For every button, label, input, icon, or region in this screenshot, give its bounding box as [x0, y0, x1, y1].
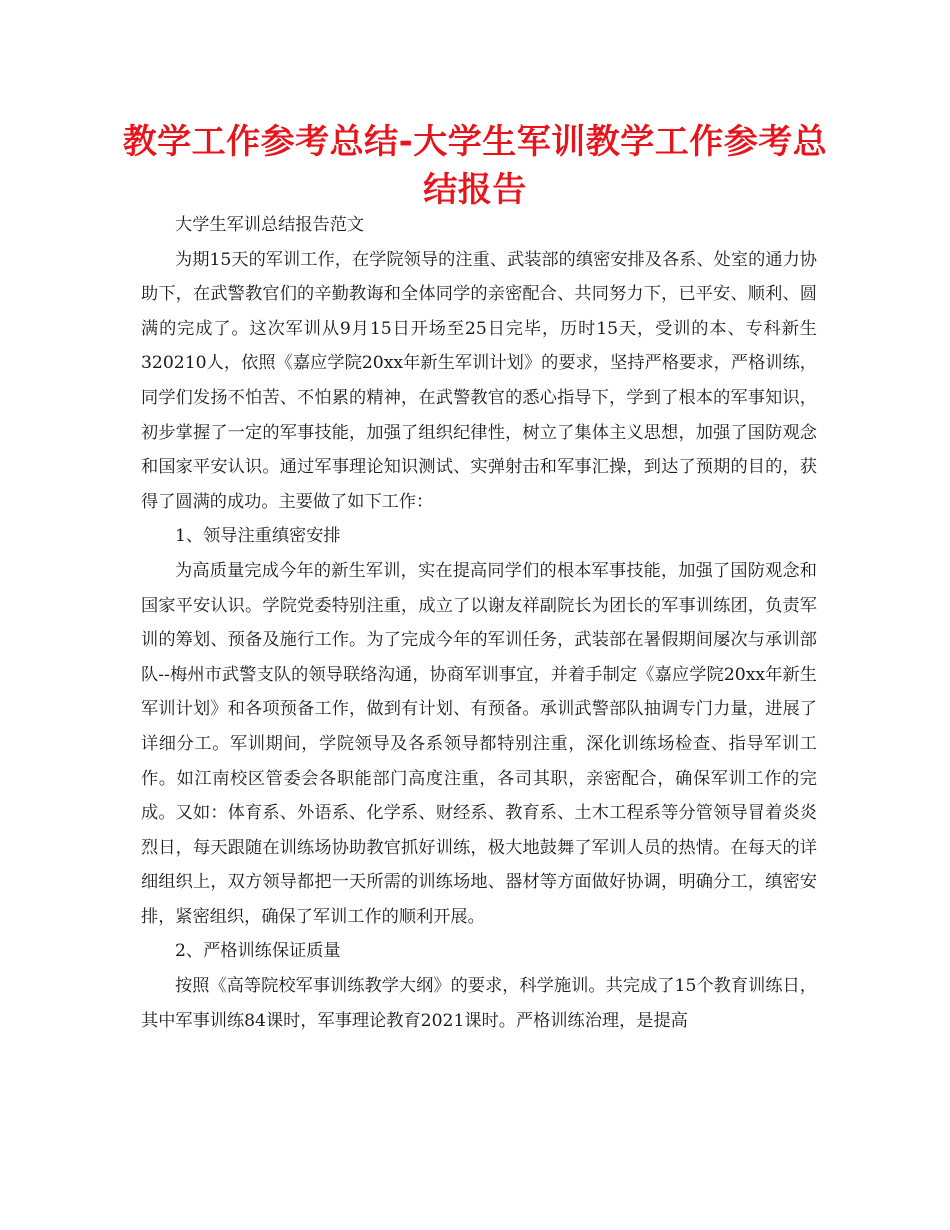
section-heading: 1、领导注重缜密安排: [175, 526, 341, 547]
body-paragraph: 按照《高等院校军事训练教学大纲》的要求，科学施训。共完成了15个教育训练日，其中军事训练84课时，军事理论教育2021课时。严格训练治理，是提高: [141, 976, 817, 1031]
body-paragraph: 为高质量完成今年的新生军训，实在提高同学们的根本军事技能，加强了国防观念和国家平安认识。学院党委特别注重，成立了以谢友祥副院长为团长的军事训练团，负责军训的筹划、预备及施行工作。为了完成今年的军训任务，武装部在暑假期间屡次与承训部队--梅州市武警支队的领导联络沟通，协商军训事宜，并着手制定《嘉应学院20xx年新生军训计划》和各项预备工作，做到有计划、有预备。承训武警部队抽调专门力量，进展了详细分工。军训期间，学院领导及各系领导都特别注重，深化训练场检查、指导军训工作。如江南校区管委会各职能部门高度注重，各司其职，亲密配合，确保军训工作的完成。又如：体育系、外语系、化学系、财经系、教育系、土木工程系等分管领导冒着炎炎烈日，每天跟随在训练场协助教官抓好训练，极大地鼓舞了军训人员的热情。在每天的详细组织上，双方领导都把一天所需的训练场地、器材等方面做好协调，明确分工，缜密安排，紧密组织，确保了军训工作的顺利开展。: [141, 560, 817, 927]
subtitle-paragraph: 大学生军训总结报告范文: [175, 215, 365, 235]
document-title: 教学工作参考总结-大学生军训教学工作参考总结报告: [122, 122, 828, 210]
document-body: [141, 208, 817, 1038]
section-heading: 2、严格训练保证质量: [175, 941, 341, 962]
body-paragraph: 为期15天的军训工作，在学院领导的注重、武装部的缜密安排及各系、处室的通力协助下，在武警教官们的辛勤教诲和全体同学的亲密配合、共同努力下，已平安、顺利、圆满的完成了。这次军训从9月15日开场至25日完毕，历时15天，受训的本、专科新生320210人，依照《嘉应学院20xx年新生军训计划》的要求，坚持严格要求，严格训练，同学们发扬不怕苦、不怕累的精神，在武警教官的悉心指导下，学到了根本的军事知识，初步掌握了一定的军事技能，加强了组织纪律性，树立了集体主义思想，加强了国防观念和国家平安认识。通过军事理论知识测试、实弹射击和军事汇操，到达了预期的目的，获得了圆满的成功。主要做了如下工作：: [141, 249, 817, 512]
